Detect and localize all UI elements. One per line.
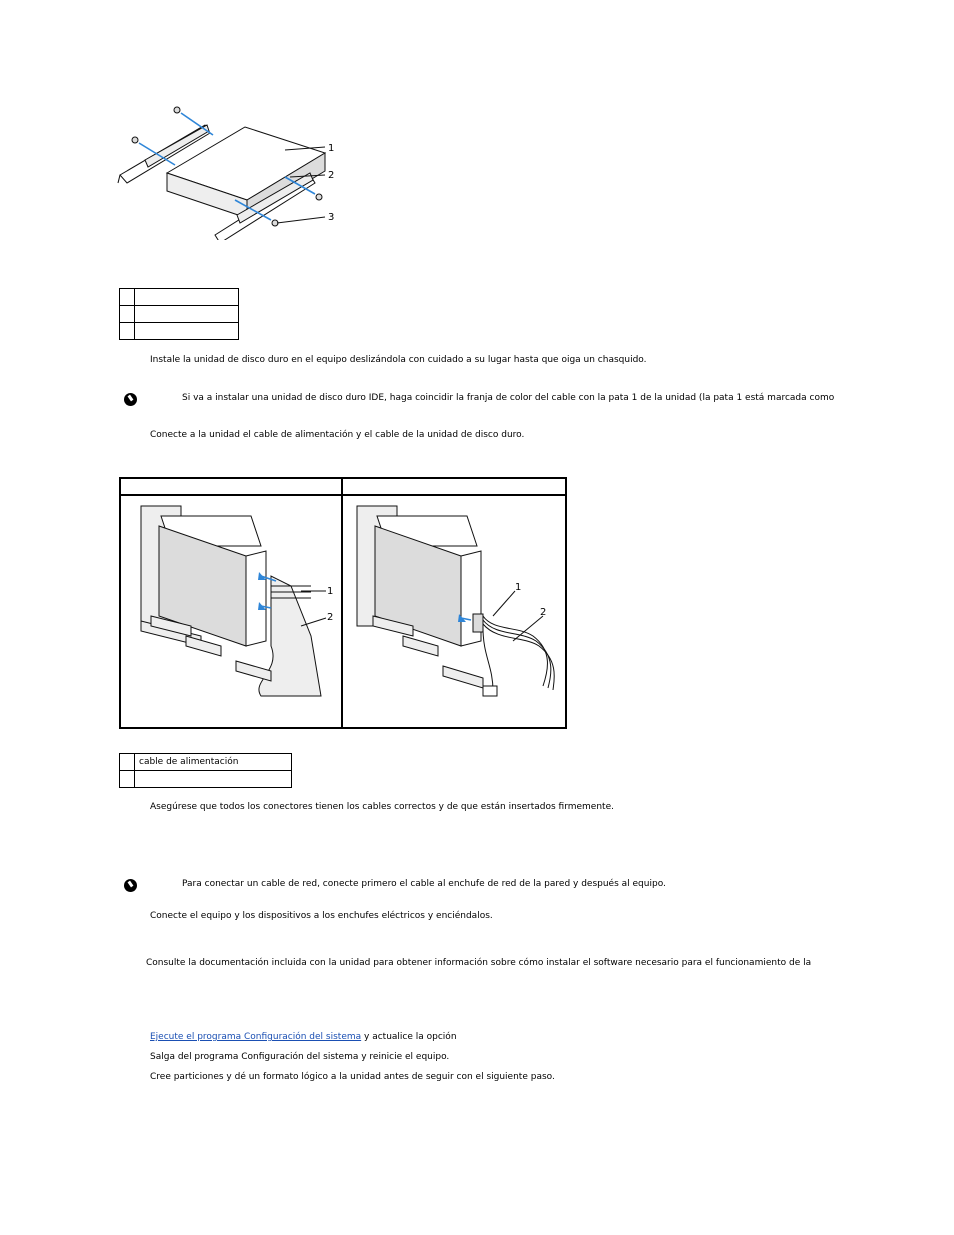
table-row — [120, 323, 239, 340]
figure1-callout-2: 2 — [328, 170, 335, 181]
step-connect-cables: Conecte a la unidad el cable de alimentación y el cable de la unidad de disco duro. — [150, 430, 525, 440]
step-power-on: Conecte el equipo y los dispositivos a los enchufes eléctricos y enciéndalos. — [150, 911, 493, 921]
legend-table-2 — [119, 753, 292, 788]
table-row: cable de alimentación — [120, 754, 292, 771]
consult-docs-text: Consulte la documentación incluida con la unidad para obtener información sobre cómo instalar el software necesario para el funcionamiento de la — [146, 958, 812, 968]
step-run-setup — [150, 1031, 457, 1043]
panel-power-cable — [343, 496, 565, 727]
setup-program-link[interactable]: Ejecute el programa Configuración del sistema — [150, 1032, 362, 1042]
figure1-callout-3: 3 — [328, 212, 335, 223]
left-callout-1: 1 — [327, 586, 334, 597]
step-exit-setup: Salga del programa Configuración del sistema y reinicie el equipo. — [150, 1052, 450, 1062]
figure1-callout-1: 1 — [328, 143, 335, 154]
table-row — [120, 771, 292, 788]
figure-drive-rails — [115, 105, 345, 240]
right-callout-1: 1 — [515, 582, 522, 593]
right-callout-2: 2 — [540, 607, 547, 618]
table-row — [120, 306, 239, 323]
notice-icon — [124, 879, 137, 892]
step-partition: Cree particiones y dé un formato lógico a la unidad antes de seguir con el siguiente paso. — [150, 1072, 555, 1082]
step-check-connectors: Asegúrese que todos los conectores tienen los cables correctos y de que están insertados firmemente. — [150, 802, 614, 812]
panel-data-cable — [121, 496, 341, 727]
table-row — [120, 289, 239, 306]
notice-network-text: Para conectar un cable de red, conecte primero el cable al enchufe de red de la pared y después al equipo. — [182, 879, 666, 889]
left-callout-2: 2 — [327, 612, 334, 623]
notice-ide-text: Si va a instalar una unidad de disco duro IDE, haga coincidir la franja de color del cable con la pata 1 de la unidad (la pata 1 está marcada como — [182, 393, 835, 403]
figure-cables-header — [121, 479, 565, 496]
setup-rest-text: y actualice la opción — [361, 1032, 457, 1042]
figure-cables — [119, 477, 567, 729]
step-install-drive: Instale la unidad de disco duro en el equipo deslizándola con cuidado a su lugar hasta que oiga un chasquido. — [150, 355, 647, 365]
legend-table-1 — [119, 288, 239, 340]
notice-icon — [124, 393, 137, 406]
